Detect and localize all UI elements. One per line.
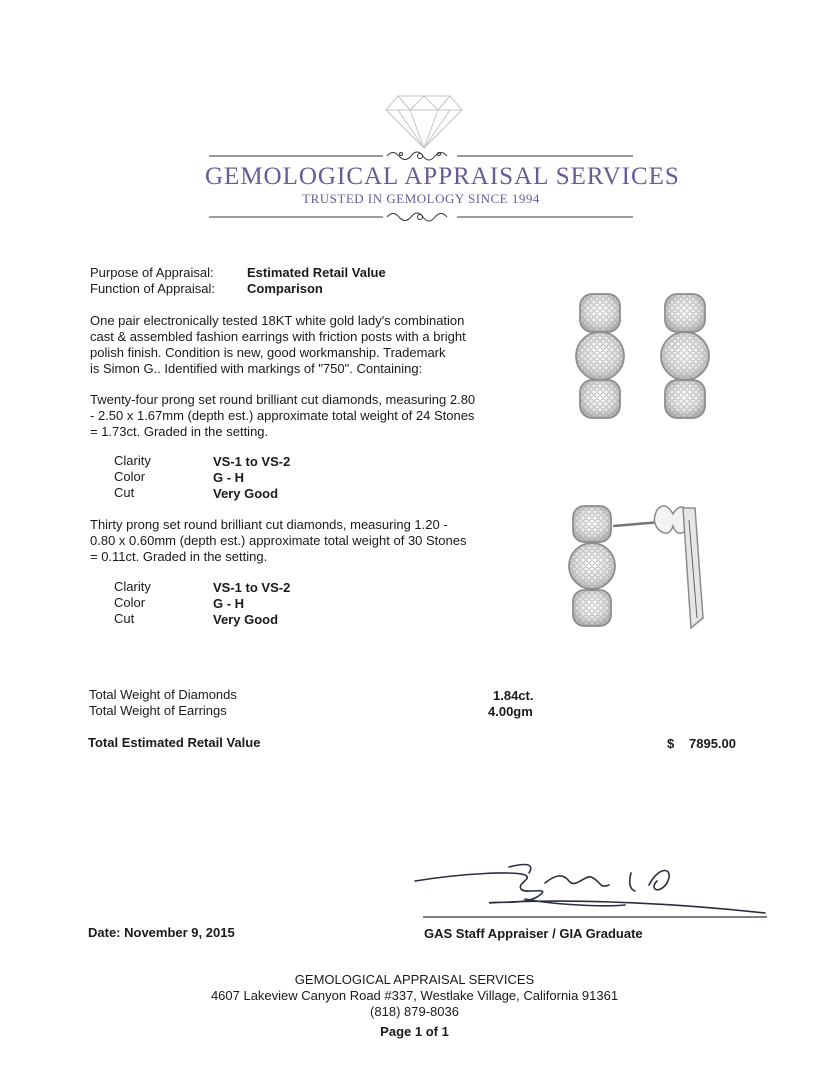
clarity-value: VS-1 to VS-2: [213, 454, 291, 469]
color-value: G - H: [213, 470, 245, 485]
footer-phone: (818) 879-8036: [370, 1004, 459, 1019]
stone-description-line: = 1.73ct. Graded in the setting.: [90, 424, 269, 439]
footer-company: GEMOLOGICAL APPRAISAL SERVICES: [294, 972, 535, 987]
stone-description-line: = 0.11ct. Graded in the setting.: [90, 549, 268, 564]
description-line: is Simon G.. Identified with markings of "750". Containing:: [90, 361, 423, 376]
purpose-label: Purpose of Appraisal:: [90, 265, 214, 280]
appraiser-signature: [405, 855, 775, 925]
color-label: Color: [114, 595, 146, 610]
total-retail-value-label: Total Estimated Retail Value: [88, 735, 261, 750]
description-line: One pair electronically tested 18KT white gold lady's combination: [90, 313, 465, 328]
description-line: polish finish. Condition is new, good workmanship. Trademark: [90, 345, 446, 360]
stone-description-line: - 2.50 x 1.67mm (depth est.) approximate total weight of 24 Stones: [90, 408, 475, 423]
item-description: [90, 313, 466, 377]
total-retail-value: 7895.00: [689, 736, 736, 751]
function-label: Function of Appraisal:: [90, 281, 216, 296]
ornament-bottom-divider: [205, 208, 635, 226]
cut-label: Cut: [114, 485, 135, 500]
footer-address: 4607 Lakeview Canyon Road #337, Westlake Village, California 91361: [210, 988, 619, 1003]
appraisal-date: Date: November 9, 2015: [88, 925, 235, 940]
diamond-icon: [384, 92, 464, 150]
total-diamond-weight-value: 1.84ct.: [493, 688, 534, 703]
currency-symbol: $: [667, 736, 675, 751]
color-value: G - H: [213, 596, 245, 611]
clarity-label: Clarity: [114, 579, 151, 594]
stone-description-line: Thirty prong set round brilliant cut diamonds, measuring 1.20 -: [90, 517, 448, 532]
company-tagline: TRUSTED IN GEMOLOGY SINCE 1994: [302, 191, 540, 206]
stone-description-line: 0.80 x 0.60mm (depth est.) approximate total weight of 30 Stones: [90, 533, 467, 548]
earrings-front-photo: [570, 290, 720, 430]
description-line: cast & assembled fashion earrings with friction posts with a bright: [90, 329, 466, 344]
cut-value: Very Good: [213, 612, 279, 627]
page-number: Page 1 of 1: [380, 1024, 449, 1039]
total-earring-weight-label: Total Weight of Earrings: [89, 703, 227, 718]
clarity-label: Clarity: [114, 453, 151, 468]
stone-group-2-description: [90, 517, 467, 565]
color-label: Color: [114, 469, 146, 484]
purpose-value: Estimated Retail Value: [247, 265, 386, 280]
total-diamond-weight-label: Total Weight of Diamonds: [89, 687, 237, 702]
cut-label: Cut: [114, 611, 135, 626]
function-value: Comparison: [247, 281, 323, 296]
stone-description-line: Twenty-four prong set round brilliant cut diamonds, measuring 2.80: [90, 392, 476, 407]
appraiser-title: GAS Staff Appraiser / GIA Graduate: [424, 926, 643, 941]
stone-group-1-description: [90, 392, 475, 440]
clarity-value: VS-1 to VS-2: [213, 580, 291, 595]
company-name: GEMOLOGICAL APPRAISAL SERVICES: [205, 163, 680, 190]
earrings-side-photo: [565, 500, 725, 640]
cut-value: Very Good: [213, 486, 279, 501]
total-earring-weight-value: 4.00gm: [488, 704, 533, 719]
